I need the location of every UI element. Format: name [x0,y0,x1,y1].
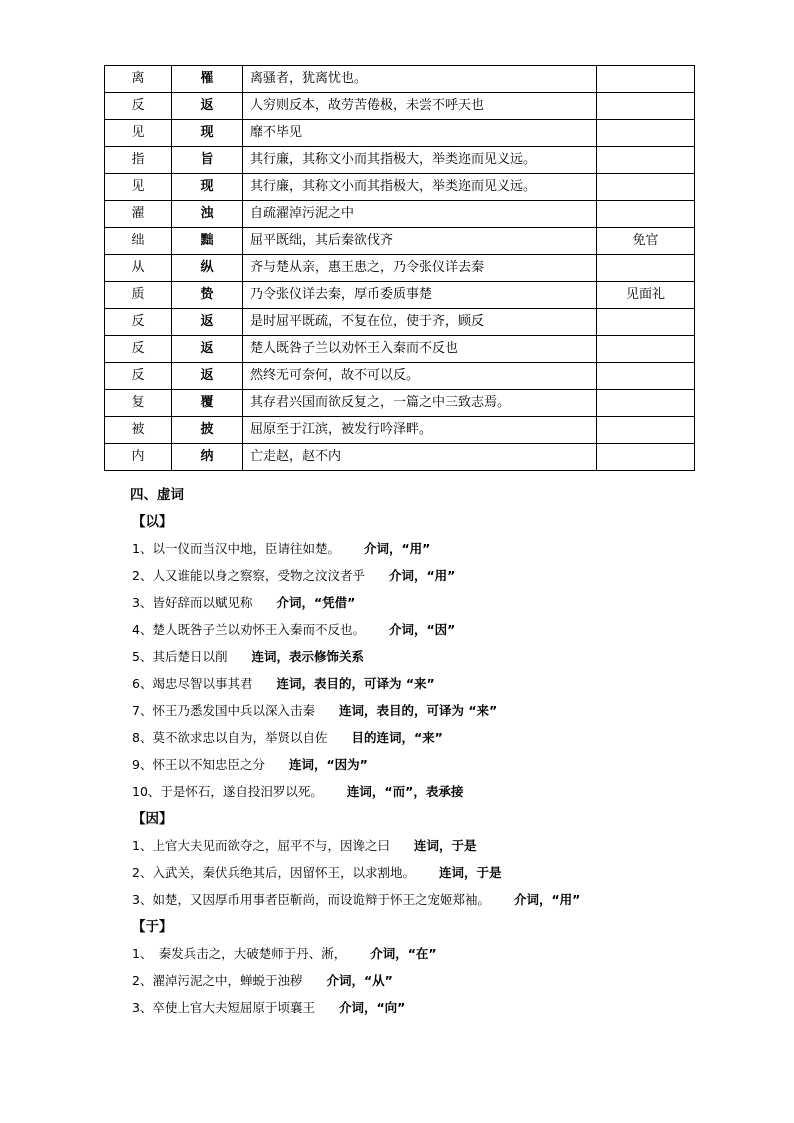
example-sentence-cell: 乃令张仪详去秦，厚币委质事楚 [243,282,597,309]
table-row [105,336,695,363]
note-cell: 见面礼 [597,282,695,309]
original-char-cell: 见 [105,174,172,201]
note-cell [597,336,695,363]
variant-char-cell: 纳 [172,444,243,471]
example-sentence-cell: 齐与楚从亲，惠王患之，乃令张仪详去秦 [243,255,597,282]
variant-char-cell: 返 [172,309,243,336]
item-answer: 介词，“在” [370,946,437,961]
item-sentence: 入武关，秦伏兵绝其后，因留怀王，以求割地。 [152,865,415,880]
item-answer: 连词，表目的，可译为 “来” [276,676,435,691]
example-sentence-cell: 人穷则反本，故劳苦倦极，未尝不呼天也 [243,93,597,120]
table-row [105,201,695,228]
note-cell [597,93,695,120]
original-char-cell: 反 [105,336,172,363]
table-row [105,417,695,444]
vocab-table [104,65,695,471]
item-number: 8、 [132,730,153,745]
list-item [104,835,704,862]
table-row [105,282,695,309]
list-item [104,862,704,889]
table-row [105,309,695,336]
table-row [105,120,695,147]
list-item [104,565,704,592]
item-answer: 介词，“用” [388,568,456,583]
item-answer: 连词，于是 [413,838,477,853]
original-char-cell: 反 [105,93,172,120]
variant-char-cell: 披 [172,417,243,444]
original-char-cell: 反 [105,363,172,390]
item-number: 3、 [132,1000,153,1015]
item-sentence: 人又谁能以身之察察，受物之汶汶者乎 [152,568,365,583]
original-char-cell: 复 [105,390,172,417]
example-sentence-cell: 自疏濯淖污泥之中 [243,201,597,228]
example-sentence-cell: 离骚者，犹离忧也。 [243,66,597,93]
list-item [104,592,704,619]
list-item [104,781,704,808]
example-sentence-cell: 其存君兴国而欲反复之，一篇之中三致志焉。 [243,390,597,417]
list-item [104,538,704,565]
original-char-cell: 离 [105,66,172,93]
list-item [104,943,704,970]
table-row [105,174,695,201]
note-cell [597,66,695,93]
list-item [104,970,704,997]
item-number: 3、 [132,892,153,907]
variant-char-cell: 纵 [172,255,243,282]
note-cell [597,201,695,228]
variant-char-cell: 贽 [172,282,243,309]
item-sentence: 秦发兵击之，大破楚师于丹、淅， [146,946,347,961]
note-cell [597,120,695,147]
note-cell [597,417,695,444]
list-item [104,619,704,646]
list-item [104,754,704,781]
item-answer: 介词，“从” [326,973,393,988]
example-sentence-cell: 亡走赵，赵不内 [243,444,597,471]
item-sentence: 卒使上官大夫短屈原于顷襄王 [152,1000,315,1015]
section-title: 四、虚词 [130,487,184,503]
item-sentence: 其后楚日以削 [152,649,228,664]
item-sentence: 怀王乃悉发国中兵以深入击秦 [152,703,315,718]
note-cell [597,147,695,174]
item-answer: 介词，“凭借” [276,595,356,610]
original-char-cell: 质 [105,282,172,309]
original-char-cell: 见 [105,120,172,147]
list-item [104,646,704,673]
original-char-cell: 反 [105,309,172,336]
item-sentence: 于是怀石，遂自投汨罗以死。 [160,784,323,799]
variant-char-cell: 黜 [172,228,243,255]
vocab-table-body [105,66,695,471]
original-char-cell: 内 [105,444,172,471]
example-sentence-cell: 楚人既咎子兰以劝怀王入秦而不反也 [243,336,597,363]
example-sentence-cell: 靡不毕见 [243,120,597,147]
item-answer: 连词，“因为” [288,757,368,772]
table-row [105,255,695,282]
variant-char-cell: 现 [172,120,243,147]
variant-char-cell: 现 [172,174,243,201]
table-row [105,390,695,417]
function-words-section [104,484,704,1024]
item-sentence: 上官大夫见而欲夺之，屈平不与，因谗之曰 [152,838,390,853]
item-sentence: 如楚，又因厚币用事者臣靳尚，而设诡辩于怀王之宠姬郑袖。 [152,892,490,907]
item-number: 3、 [132,595,153,610]
original-char-cell: 绌 [105,228,172,255]
item-answer: 连词，表示修饰关系 [251,649,364,664]
item-number: 1、 [132,946,147,961]
list-item [104,997,704,1024]
table-row [105,147,695,174]
item-number: 2、 [132,973,153,988]
note-cell: 免官 [597,228,695,255]
table-row [105,363,695,390]
example-sentence-cell: 是时屈平既疏，不复在位，使于齐，顾反 [243,309,597,336]
item-sentence: 竭忠尽智以事其君 [152,676,253,691]
note-cell [597,390,695,417]
item-number: 5、 [132,649,153,664]
note-cell [597,309,695,336]
function-word-groups [104,511,704,1024]
original-char-cell: 濯 [105,201,172,228]
list-item [104,889,704,916]
item-number: 6、 [132,676,153,691]
variant-char-cell: 返 [172,363,243,390]
note-cell [597,444,695,471]
item-answer: 连词，表目的，可译为 “来” [338,703,498,718]
item-sentence: 怀王以不知忠臣之分 [152,757,265,772]
item-number: 7、 [132,703,153,718]
table-row [105,93,695,120]
item-answer: 介词，“向” [338,1000,406,1015]
group-label: 【以】 [132,514,173,530]
item-sentence: 皆好辞而以赋见称 [152,595,253,610]
group-label: 【于】 [132,919,173,935]
item-sentence: 以一仪而当汉中地，臣请往如楚。 [152,541,340,556]
list-item [104,673,704,700]
variant-char-cell: 返 [172,336,243,363]
table-row [105,444,695,471]
item-answer: 连词，“而”，表承接 [346,784,464,799]
item-number: 1、 [132,838,153,853]
original-char-cell: 指 [105,147,172,174]
example-sentence-cell: 其行廉，其称文小而其指极大，举类迩而见义远。 [243,174,597,201]
item-number: 4、 [132,622,153,637]
example-sentence-cell: 其行廉，其称文小而其指极大，举类迩而见义远。 [243,147,597,174]
variant-char-cell: 浊 [172,201,243,228]
original-char-cell: 被 [105,417,172,444]
item-number: 1、 [132,541,153,556]
note-cell [597,174,695,201]
item-sentence: 楚人既咎子兰以劝怀王入秦而不反也。 [152,622,365,637]
variant-char-cell: 罹 [172,66,243,93]
variant-char-cell: 覆 [172,390,243,417]
item-number: 9、 [132,757,153,772]
item-sentence: 濯淖污泥之中，蝉蜕于浊秽 [152,973,303,988]
group-label: 【因】 [132,811,173,827]
item-number: 2、 [132,568,153,583]
item-answer: 目的连词，“来” [351,730,443,745]
list-item [104,727,704,754]
item-answer: 介词，“因” [388,622,456,637]
item-answer: 连词，于是 [438,865,502,880]
original-char-cell: 从 [105,255,172,282]
item-answer: 介词，“用” [513,892,581,907]
note-cell [597,363,695,390]
table-row [105,228,695,255]
item-sentence: 莫不欲求忠以自为，举贤以自佐 [152,730,328,745]
item-answer: 介词，“用” [363,541,431,556]
example-sentence-cell: 屈平既绌，其后秦欲伐齐 [243,228,597,255]
variant-char-cell: 旨 [172,147,243,174]
item-number: 10、 [132,784,161,799]
example-sentence-cell: 然终无可奈何，故不可以反。 [243,363,597,390]
variant-char-cell: 返 [172,93,243,120]
note-cell [597,255,695,282]
item-number: 2、 [132,865,153,880]
list-item [104,700,704,727]
table-row [105,66,695,93]
example-sentence-cell: 屈原至于江滨，被发行吟泽畔。 [243,417,597,444]
